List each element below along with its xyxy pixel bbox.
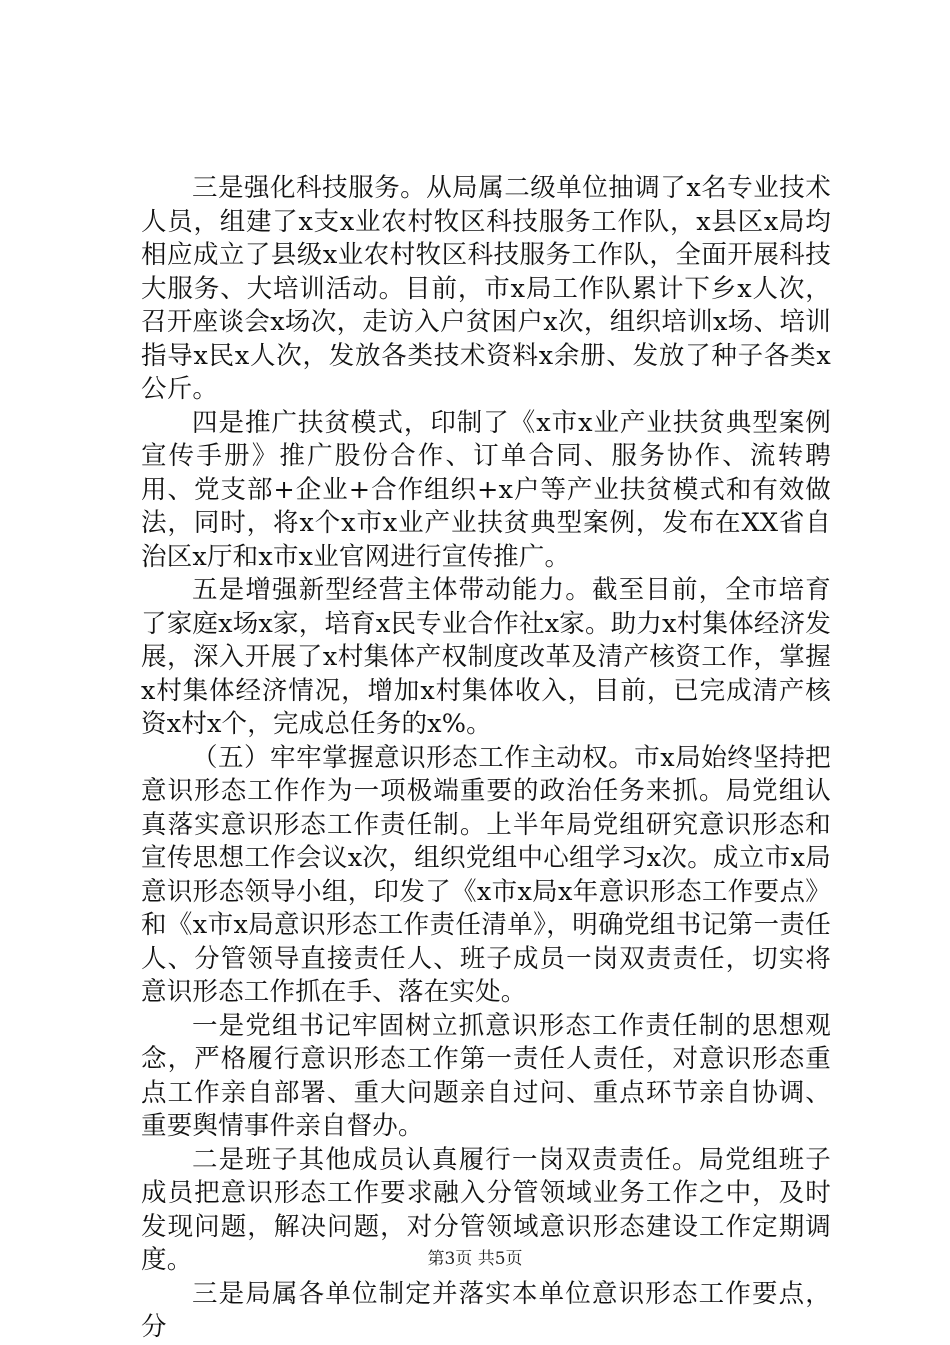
paragraph-ideology-work: （五）牢牢掌握意识形态工作主动权。市x局始终坚持把意识形态工作作为一项极端重要的政治任务来抓。局党组认真落实意识形态工作责任制。上半年局党组研究意识形态和宣传思想工作会议x次，组织党组中心组学习x次。成立市x局意识形态领导小组，印发了《x市x局x年意识形态工作要点》和《x市x局意识形态工作责任清单》，明确党组书记第一责任人、分管领导直接责任人、班子成员一岗双责责任，切实将意识形态工作抓在手、落在实处。 (141, 742, 831, 1007)
paragraph-poverty-model: 四是推广扶贫模式，印制了《x市x业产业扶贫典型案例宣传手册》推广股份合作、订单合同、服务协作、流转聘用、党支部+企业+合作组织+x户等产业扶贫模式和有效做法，同时，将x个x市x业产业扶贫典型案例，发布在XX省自治区x厅和x市x业官网进行宣传推广。 (141, 407, 831, 572)
paragraph-business-entities: 五是增强新型经营主体带动能力。截至目前，全市培育了家庭x场x家，培育x民专业合作社x家。助力x村集体经济发展，深入开展了x村集体产权制度改革及清产核资工作，掌握x村集体经济情况，增加x村集体收入，目前，已完成清产核资x村x个，完成总任务的x%。 (141, 575, 831, 739)
paragraph-tech-service: 三是强化科技服务。从局属二级单位抽调了x名专业技术人员，组建了x支x业农村牧区科技服务工作队，x县区x局均相应成立了县级x业农村牧区科技服务工作队，全面开展科技大服务、大培训活动。目前，市x局工作队累计下乡x人次，召开座谈会x场次，走访入户贫困户x次，组织培训x场、培训指导x民x人次，发放各类技术资料x余册、发放了种子各类x公斤。 (141, 173, 831, 404)
paragraph-team-members: 二是班子其他成员认真履行一岗双责责任。局党组班子成员把意识形态工作要求融入分管领域业务工作之中，及时发现问题，解决问题，对分管领域意识形态建设工作定期调度。 (141, 1144, 831, 1275)
paragraph-subordinate-units: 三是局属各单位制定并落实本单位意识形态工作要点，分 (141, 1278, 831, 1342)
paragraph-party-secretary: 一是党组书记牢固树立抓意识形态工作责任制的思想观念，严格履行意识形态工作第一责任人责任，对意识形态重点工作亲自部署、重大问题亲自过问、重点环节亲自协调、重要舆情事件亲自督办。 (141, 1010, 831, 1141)
document-body (141, 172, 831, 1345)
page-number-footer: 第3页 共5页 (427, 1249, 523, 1269)
